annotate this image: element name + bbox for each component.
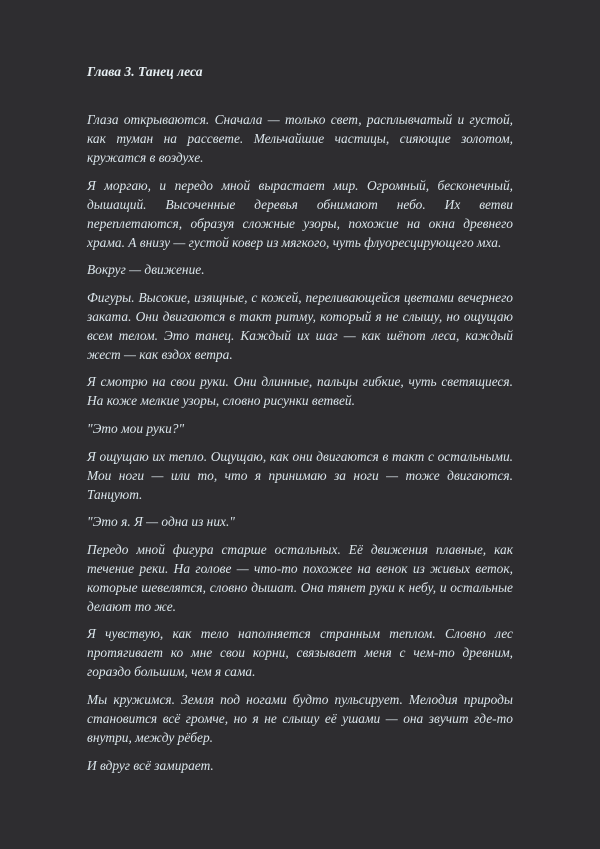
chapter-title: Глава 3. Танец леса bbox=[87, 64, 203, 79]
paragraph: Фигуры. Высокие, изящные, с кожей, переливающейся цветами вечернего заката. Они двигаются в такт ритму, который я не слышу, но ощущаю всем телом. Это танец. Каждый их шаг — как шёпот леса, каждый жест — как вздох ветра. bbox=[87, 289, 513, 362]
paragraph: Передо мной фигура старше остальных. Её движения плавные, как течение реки. На голове — что-то похожее на венок из живых веток, которые шевелятся, словно дышат. Она тянет руки к небу, и остальные делают то же. bbox=[87, 541, 513, 614]
paragraph: Я чувствую, как тело наполняется странным теплом. Словно лес протягивает ко мне свои корни, связывает меня с чем-то древним, гораздо большим, чем я сама. bbox=[87, 626, 513, 680]
paragraph: Я смотрю на свои руки. Они длинные, пальцы гибкие, чуть светящиеся. На коже мелкие узоры, словно рисунки ветвей. bbox=[87, 374, 513, 409]
paragraph: И вдруг всё замирает. bbox=[87, 757, 214, 773]
document-page bbox=[87, 62, 513, 783]
paragraph-quote: "Это я. Я — одна из них." bbox=[87, 514, 235, 530]
paragraph: Вокруг — движение. bbox=[87, 262, 205, 278]
paragraph: Я ощущаю их тепло. Ощущаю, как они двигаются в такт с остальными. Мои ноги — или то, что я принимаю за ноги — тоже двигаются. Танцуют. bbox=[87, 448, 513, 502]
paragraph: Я моргаю, и передо мной вырастает мир. Огромный, бесконечный, дышащий. Высоченные деревья обнимают небо. Их ветви переплетаются, образуя сложные узоры, похожие на окна древнего храма. А внизу — густой ковер из мягкого, чуть флуоресцирующего мха. bbox=[87, 177, 513, 250]
paragraph: Глаза открываются. Сначала — только свет, расплывчатый и густой, как туман на рассвете. Мельчайшие частицы, сияющие золотом, кружатся в воздухе. bbox=[87, 112, 513, 165]
paragraph-quote: "Это мои руки?" bbox=[87, 420, 185, 436]
paragraph: Мы кружимся. Земля под ногами будто пульсирует. Мелодия природы становится всё громче, но я не слышу её ушами — она звучит где-то внутри, между рёбер. bbox=[87, 691, 513, 745]
